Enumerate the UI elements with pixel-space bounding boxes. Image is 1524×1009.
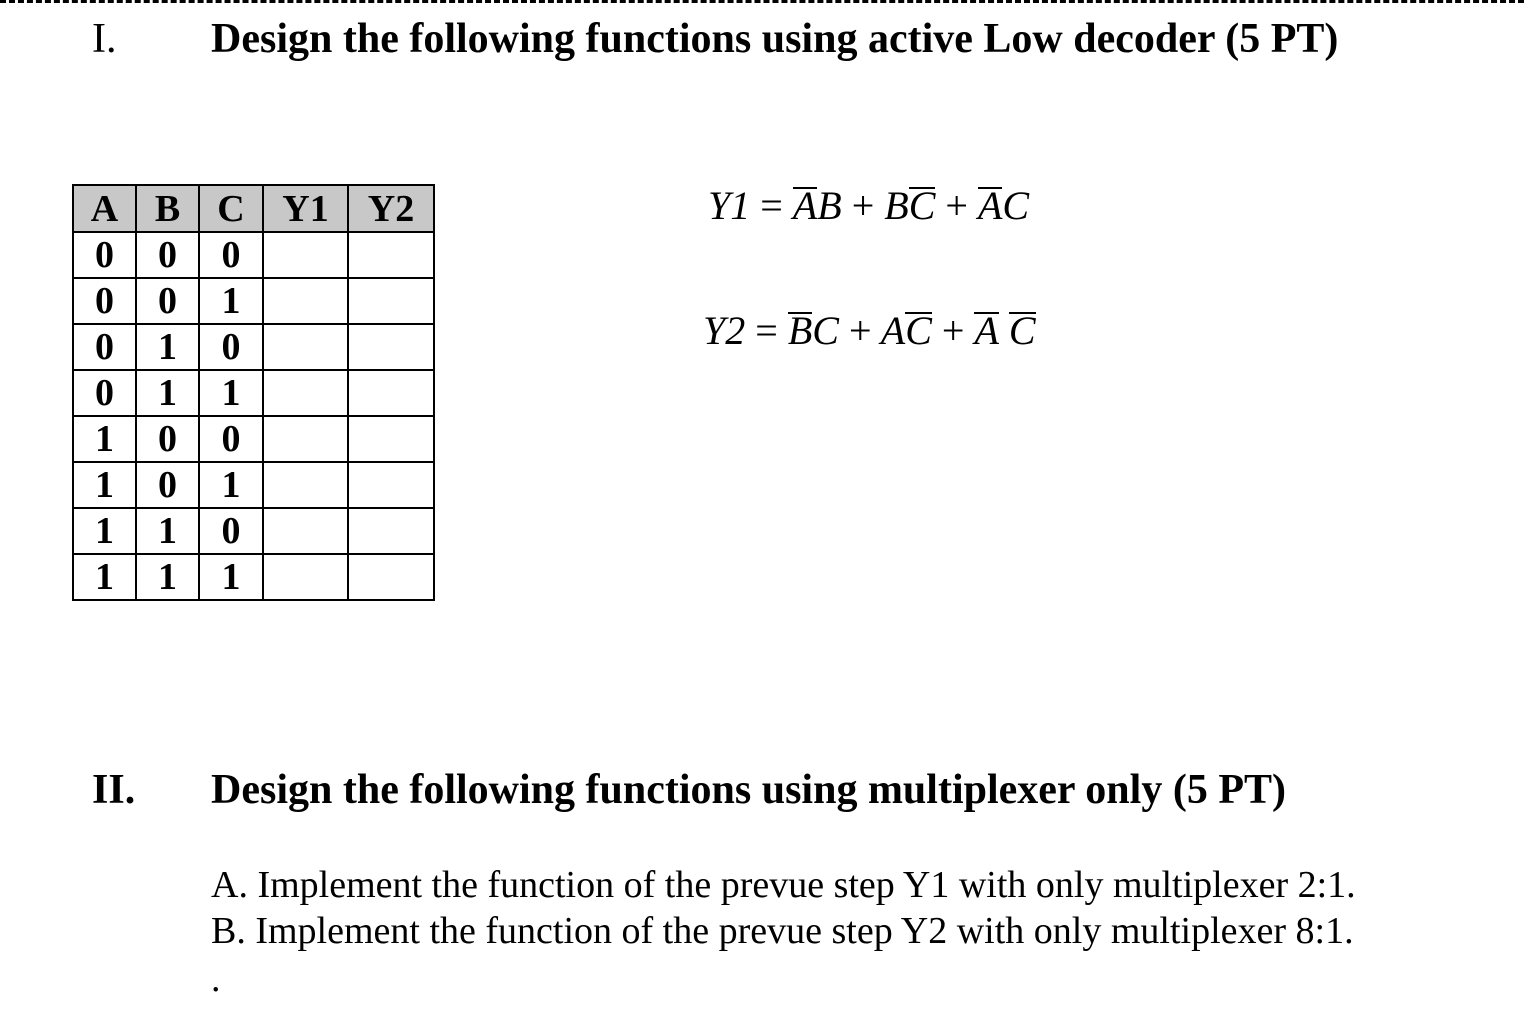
table-row	[73, 554, 434, 600]
cell-b: 1	[136, 508, 199, 554]
cell-a: 1	[73, 554, 136, 600]
cell-b: 1	[136, 324, 199, 370]
cell-c: 0	[199, 508, 263, 554]
cell-c: 1	[199, 554, 263, 600]
cell-c: 1	[199, 462, 263, 508]
y1-term3-plain: C	[1002, 183, 1030, 228]
cell-y2	[348, 462, 434, 508]
cell-y1	[263, 278, 348, 324]
cell-y2	[348, 508, 434, 554]
cell-y2	[348, 370, 434, 416]
cell-b: 1	[136, 370, 199, 416]
truth-table-header-row	[73, 185, 434, 232]
cell-a: 1	[73, 462, 136, 508]
cell-y1	[263, 508, 348, 554]
table-row	[73, 324, 434, 370]
part-a-text: A. Implement the function of the prevue step Y1 with only multiplexer 2:1.	[211, 864, 1356, 906]
cell-y2	[348, 554, 434, 600]
cell-y2	[348, 278, 434, 324]
cell-c: 1	[199, 278, 263, 324]
cell-a: 1	[73, 416, 136, 462]
y1-equals: =	[760, 183, 783, 228]
y1-lhs: Y1	[708, 183, 751, 228]
table-row	[73, 416, 434, 462]
y1-term3-bar: A	[977, 183, 1003, 228]
cell-b: 0	[136, 232, 199, 278]
header-b: B	[136, 185, 199, 232]
y2-term3-bar-c: C	[1008, 308, 1036, 353]
cell-a: 0	[73, 232, 136, 278]
cell-a: 0	[73, 324, 136, 370]
header-y1: Y1	[263, 185, 348, 232]
cell-y2	[348, 416, 434, 462]
cell-y2	[348, 232, 434, 278]
cell-a: 1	[73, 508, 136, 554]
y2-term2-bar: C	[905, 308, 932, 353]
cell-b: 0	[136, 278, 199, 324]
y1-term2-plain: B	[884, 183, 909, 228]
section-2-number: II.	[92, 767, 136, 813]
trailing-dot: .	[211, 958, 221, 1000]
table-row	[73, 462, 434, 508]
y2-term1-bar: B	[787, 308, 813, 353]
y1-plus-1: +	[851, 183, 875, 228]
table-row	[73, 508, 434, 554]
cell-y1	[263, 324, 348, 370]
table-row	[73, 232, 434, 278]
cell-y2	[348, 324, 434, 370]
y1-term1-plain: B	[817, 183, 842, 228]
cell-y1	[263, 416, 348, 462]
y1-term1-bar: A	[792, 183, 818, 228]
y2-lhs: Y2	[703, 308, 746, 353]
header-y2: Y2	[348, 185, 434, 232]
cell-c: 0	[199, 416, 263, 462]
header-c: C	[199, 185, 263, 232]
cell-a: 0	[73, 370, 136, 416]
cell-y1	[263, 462, 348, 508]
section-1-title: Design the following functions using active Low decoder (5 PT)	[211, 16, 1339, 62]
cell-c: 1	[199, 370, 263, 416]
equation-y2	[703, 308, 1036, 353]
part-b-text: B. Implement the function of the prevue step Y2 with only multiplexer 8:1.	[211, 910, 1354, 952]
y2-term2-plain: A	[880, 308, 906, 353]
cell-c: 0	[199, 324, 263, 370]
y2-term3-bar-a: A	[974, 308, 999, 353]
cell-b: 0	[136, 462, 199, 508]
cell-b: 1	[136, 554, 199, 600]
header-a: A	[73, 185, 136, 232]
y2-plus-2: +	[941, 308, 965, 353]
y1-plus-2: +	[945, 183, 968, 228]
y1-term2-bar: C	[908, 183, 936, 228]
y2-plus-1: +	[848, 308, 872, 353]
table-row	[73, 278, 434, 324]
equation-y1	[708, 183, 1030, 228]
cell-y1	[263, 370, 348, 416]
y2-term1-plain: C	[812, 308, 839, 353]
cell-c: 0	[199, 232, 263, 278]
truth-table	[72, 184, 435, 601]
section-2-title: Design the following functions using multiplexer only (5 PT)	[211, 767, 1286, 813]
cell-y1	[263, 232, 348, 278]
table-row	[73, 370, 434, 416]
cell-y1	[263, 554, 348, 600]
cell-b: 0	[136, 416, 199, 462]
top-dashed-rule	[0, 0, 1524, 3]
section-1-number: I.	[92, 16, 117, 62]
y2-equals: =	[755, 308, 778, 353]
cell-a: 0	[73, 278, 136, 324]
